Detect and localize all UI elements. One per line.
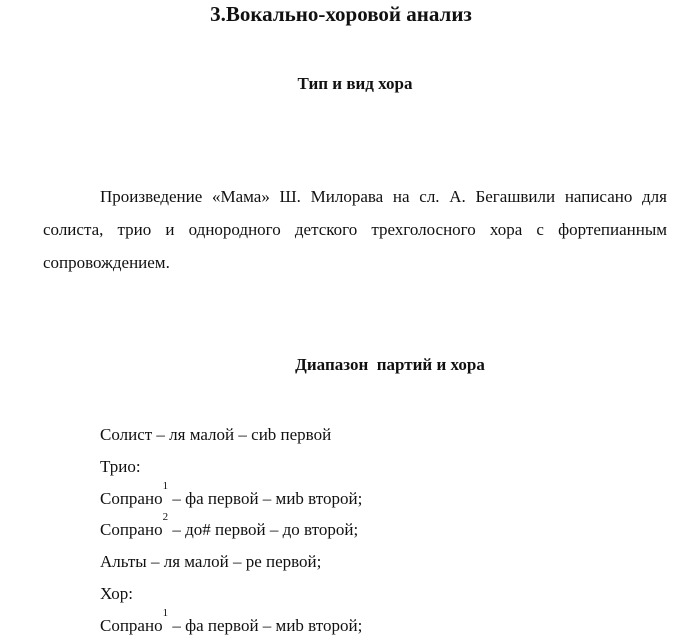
list-item xyxy=(100,546,362,578)
list-item xyxy=(100,451,362,483)
part-range: – до# первой – до второй; xyxy=(168,520,359,540)
heading-choir-type: Тип и вид хора xyxy=(297,74,413,93)
part-range: – фа первой – миb второй; xyxy=(168,615,363,635)
part-number: 1 xyxy=(162,479,169,492)
list-item xyxy=(100,606,363,642)
list-item xyxy=(100,479,363,515)
part-name: Сопрано xyxy=(100,520,163,540)
part-range: – ля малой – сиb первой xyxy=(152,425,332,444)
paragraph-line: солиста, трио и однородного детского трехголосного хора с фортепианным xyxy=(43,220,667,239)
voice-range-list xyxy=(100,419,362,642)
list-item xyxy=(100,419,362,451)
part-name: Солист xyxy=(100,425,153,444)
part-name: Альты xyxy=(100,552,147,572)
part-number: 1 xyxy=(162,606,169,619)
list-item xyxy=(100,511,362,546)
paragraph-line: сопровождением. xyxy=(43,253,170,272)
document-title: 3.Вокально-хоровой анализ xyxy=(210,2,472,26)
part-name: Трио: xyxy=(100,456,141,476)
part-range: – фа первой – миb второй; xyxy=(168,488,363,508)
part-name: Сопрано xyxy=(100,615,163,635)
paragraph-line: Произведение «Мама» Ш. Милорава на сл. А. Бегашвили написано для xyxy=(100,187,667,206)
paragraph-choir-description xyxy=(43,180,667,279)
part-name: Сопрано xyxy=(100,488,163,508)
part-range: – ля малой – ре первой; xyxy=(146,552,322,572)
part-number: 2 xyxy=(162,511,169,524)
heading-voice-ranges: Диапазон партий и хора xyxy=(295,355,485,374)
part-name: Хор: xyxy=(100,583,133,603)
list-item xyxy=(100,578,362,610)
